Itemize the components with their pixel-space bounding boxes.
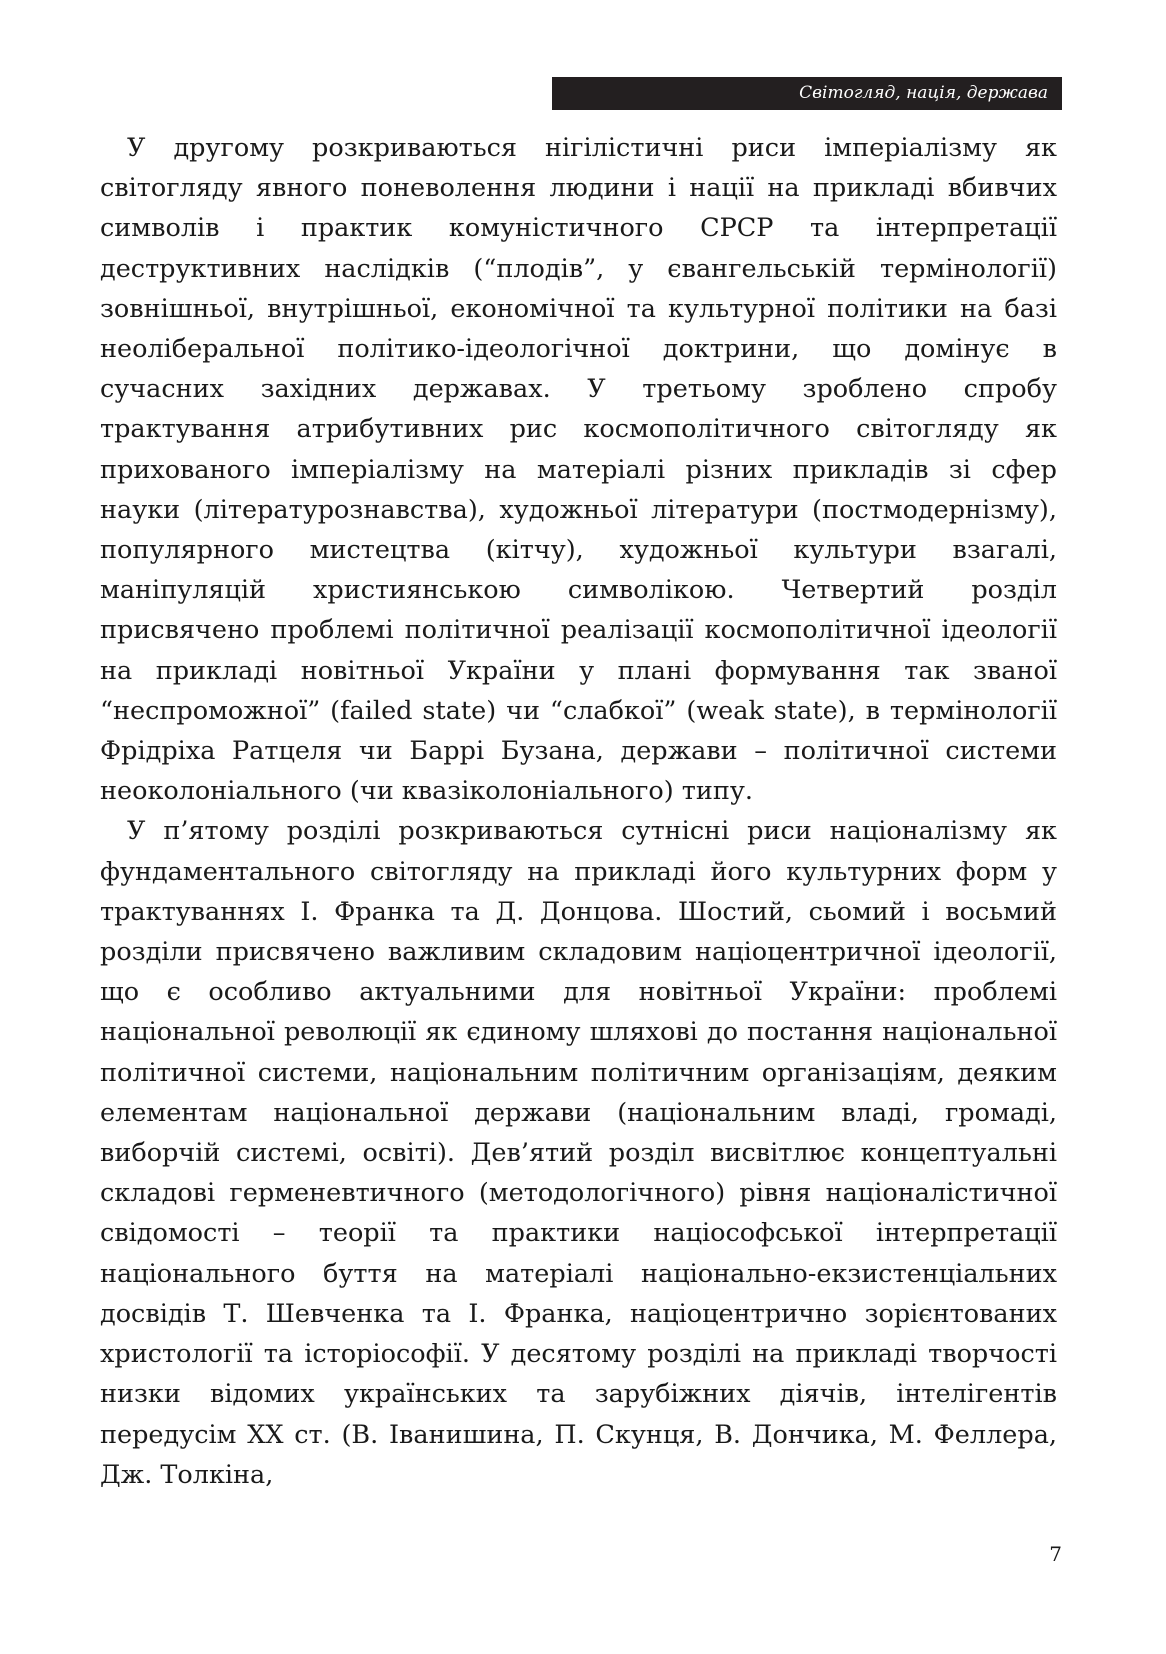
body-text <box>100 128 1057 1495</box>
running-header <box>552 77 1062 110</box>
page-number: 7 <box>1049 1542 1062 1566</box>
paragraph-2: У п’ятому розділі розкриваються сутнісні риси націоналізму як фундаментального світогляду на прикладі його культурних форм у трактуваннях І. Франка та Д. Донцова. Шостий, сьомий і восьмий розділи присвячено важливим складовим націоцентричної ідеології, що є особливо актуальними для новітньої України: проблемі національної революції як єдиному шляхові до постання національної політичної системи, національним політичним організаціям, деяким елементам національної держави (національним владі, громаді, виборчій системі, освіті). Дев’ятий розділ висвітлює концептуальні складові герменевтичного (методологічного) рівня націоналістичної свідомості – теорії та практики націософської інтерпретації національного буття на матеріалі національно-екзистенціальних досвідів Т. Шевченка та І. Франка, націоцентрично зорієнтованих христології та історіософії. У десятому розділі на прикладі творчості низки відомих українських та зарубіжних діячів, інтелігентів передусім ХХ ст. (В. Іванишина, П. Скунця, В. Дончика, М. Феллера, Дж. Толкіна, <box>100 816 1057 1490</box>
running-header-title: Світогляд, нація, держава <box>799 83 1048 103</box>
paragraph-1: У другому розкриваються нігілістичні риси імперіалізму як світогляду явного поневолення людини і нації на прикладі вбивчих символів і практик комуністичного СРСР та інтерпретації деструктивних наслідків (“плодів”, у євангельській термінології) зовнішньої, внутрішньої, економічної та культурної політики на базі неоліберальної політико-ідеологічної доктрини, що домінує в сучасних західних державах. У третьому зроблено спробу трактування атрибутивних рис космополітичного світогляду як прихованого імперіалізму на матеріалі різних прикладів зі сфер науки (літературознавства), художньої літератури (постмодернізму), популярного мистецтва (кітчу), художньої культури взагалі, маніпуляцій християнською символікою. Четвертий розділ присвячено проблемі політичної реалізації космополітичної ідеології на прикладі новітньої України у плані формування так званої “неспроможної” (failed state) чи “слабкої” (weak state), в термінології Фрідріха Ратцеля чи Баррі Бузана, держави – політичної системи неоколоніального (чи квазіколоніального) типу. <box>100 133 1057 807</box>
